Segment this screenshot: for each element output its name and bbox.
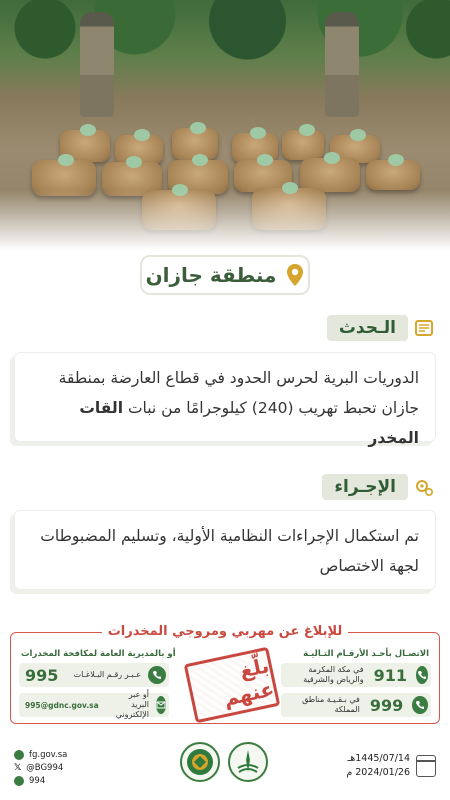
photo-bag — [282, 130, 324, 160]
region-name: منطقة جازان — [145, 263, 277, 287]
number-995: 995 — [25, 665, 59, 685]
action-card — [14, 510, 436, 590]
footer-links — [14, 748, 67, 787]
action-heading — [322, 474, 434, 500]
border-guard-logo — [180, 742, 220, 782]
globe-icon — [14, 750, 24, 760]
number-999: 999 — [369, 695, 404, 715]
calendar-icon — [416, 755, 436, 777]
number-999-desc: في بـقـيـة مناطق المملكة — [302, 695, 360, 714]
footer-phone: 994 — [29, 775, 46, 786]
action-text: تم استكمال الإجراءات النظامية الأولية، وتسليم المضبوطات لجهة الاختصاص — [40, 527, 419, 575]
footer-x-row[interactable] — [14, 761, 67, 774]
event-title: الـحدث — [327, 315, 408, 341]
number-911: 911 — [373, 665, 408, 685]
photo-bag — [366, 160, 420, 190]
number-995-desc: عـبـر رقـم البـلاغـات — [73, 670, 141, 679]
directorate-heading: أو بالمديرية العامة لمكافحة المخدرات — [21, 649, 176, 659]
photo-soldier-right — [325, 12, 359, 117]
phone-icon — [14, 776, 24, 786]
photo-bag — [300, 158, 360, 192]
email-box[interactable] — [19, 690, 169, 719]
photo-soldier-left — [80, 12, 114, 117]
event-card — [14, 352, 436, 447]
event-text: الدوريات البرية لحرس الحدود في قطاع العارضة بمنطقة جازان تحبط تهريب (240) كيلوجرامًا من نبات — [58, 369, 419, 417]
email-icon — [156, 696, 166, 714]
photo-trees — [0, 0, 450, 70]
phone-icon — [148, 666, 166, 684]
footer-logos — [180, 742, 268, 782]
number-911-box[interactable] — [281, 663, 431, 687]
gears-icon — [414, 477, 434, 497]
call-numbers-heading: الاتصـال بأحـد الأرقـام التـاليـة — [303, 649, 429, 659]
report-title: للإبلاغ عن مهربي ومروجي المخدرات — [11, 624, 439, 639]
date-gregorian: 2024/01/26 م — [346, 767, 410, 778]
action-title: الإجـراء — [322, 474, 408, 500]
email-desc: أو عبر البريد الإلكتروني — [115, 690, 149, 719]
report-them-stamp: بلّغ عنهم — [184, 647, 281, 724]
phone-icon — [412, 696, 428, 714]
event-heading — [327, 315, 434, 341]
footer-phone-row[interactable] — [14, 774, 67, 787]
number-999-box[interactable] — [281, 693, 431, 717]
region-badge — [140, 255, 310, 295]
footer-website-row[interactable] — [14, 748, 67, 761]
event-text-bold: القات المخدر — [79, 399, 419, 447]
news-icon — [414, 318, 434, 338]
report-contact-box — [10, 624, 440, 724]
number-995-box[interactable] — [19, 663, 169, 687]
location-pin-icon — [286, 263, 304, 287]
date-hijri: 1445/07/14هـ — [347, 753, 410, 764]
footer-website: fg.gov.sa — [29, 749, 68, 760]
x-icon: 𝕏 — [14, 762, 22, 773]
email-address: 995@gdnc.gov.sa — [25, 700, 99, 710]
number-911-desc: في مكة المكرمة والرياض والشرقية — [303, 665, 364, 684]
footer-x-handle: @BG994 — [26, 762, 64, 773]
footer-date — [346, 752, 436, 780]
phone-icon — [416, 666, 428, 684]
news-photo — [0, 0, 450, 250]
photo-fade — [0, 190, 450, 250]
ministry-logo — [228, 742, 268, 782]
